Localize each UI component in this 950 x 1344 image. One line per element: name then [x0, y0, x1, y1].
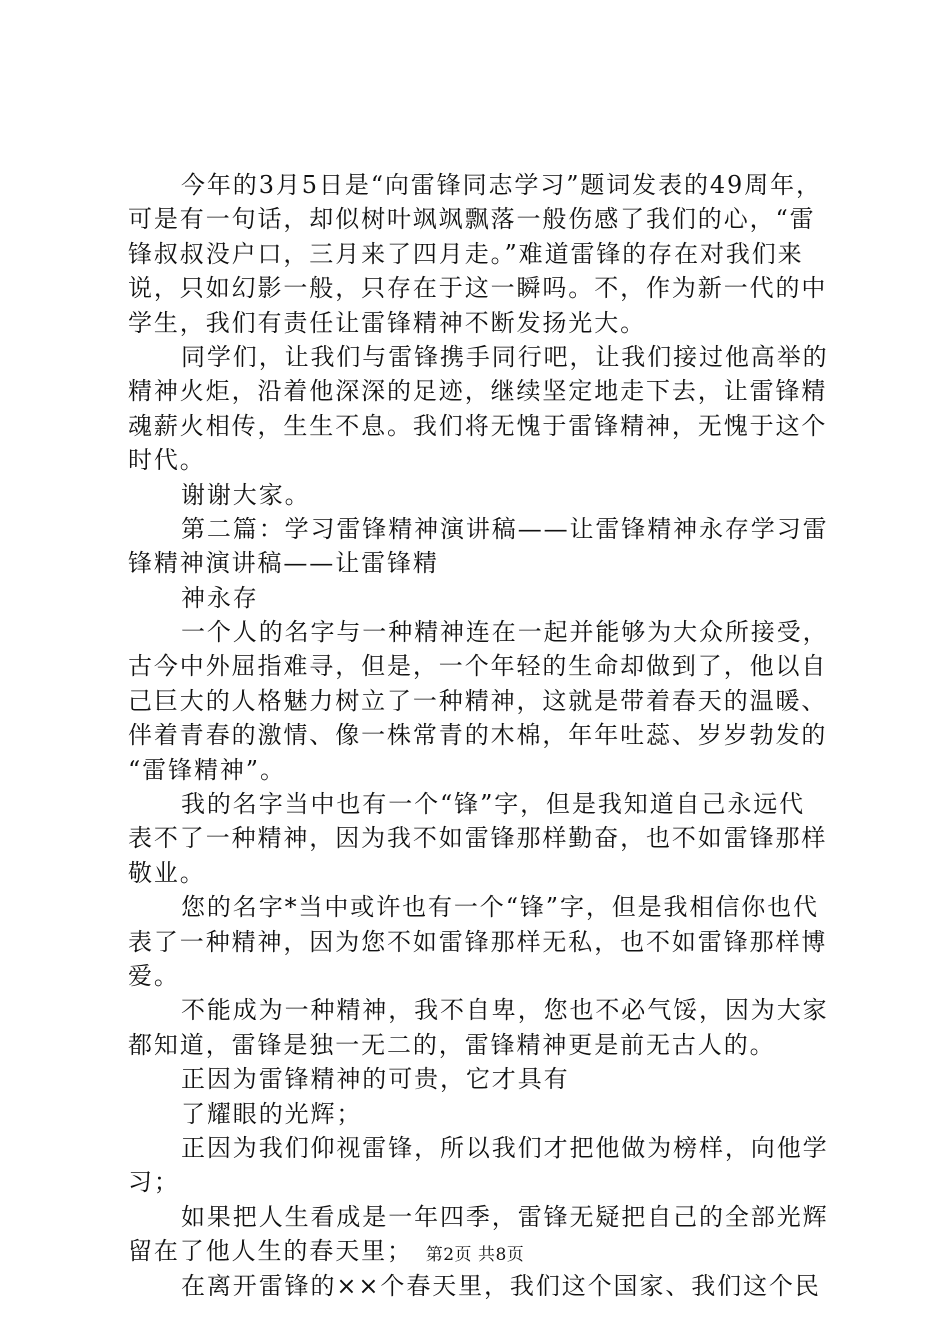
text-line: 表不了一种精神，因为我不如雷锋那样勤奋，也不如雷锋那样: [128, 824, 828, 853]
text-line: 正因为雷锋精神的可贵，它才具有: [181, 1065, 570, 1094]
text-line: 锋叔叔没户口，三月来了四月走。”难道雷锋的存在对我们来: [128, 239, 804, 268]
text-line: 了耀眼的光辉；: [181, 1099, 363, 1128]
text-line: 爱。: [128, 961, 180, 990]
text-line: 谢谢大家。: [181, 480, 311, 509]
text-line: “雷锋精神”。: [128, 755, 286, 784]
text-line: 您的名字*当中或许也有一个“锋”字，但是我相信你也代: [181, 893, 819, 922]
text-line: 说，只如幻影一般，只存在于这一瞬吗。不，作为新一代的中: [128, 274, 828, 303]
text-line: 留在了他人生的春天里；: [128, 1237, 413, 1266]
text-line: 都知道，雷锋是独一无二的，雷锋精神更是前无古人的。: [128, 1030, 776, 1059]
text-line: 表了一种精神，因为您不如雷锋那样无私，也不如雷锋那样博: [128, 927, 828, 956]
text-line: 敬业。: [128, 858, 206, 887]
text-line: 不能成为一种精神，我不自卑，您也不必气馁，因为大家: [181, 996, 829, 1025]
text-line: 如果把人生看成是一年四季，雷锋无疑把自己的全部光辉: [181, 1202, 829, 1231]
text-line: 学生，我们有责任让雷锋精神不断发扬光大。: [128, 308, 646, 337]
document-body: [128, 168, 832, 1303]
text-line: 己巨大的人格魅力树立了一种精神，这就是带着春天的温暖、: [128, 686, 828, 715]
text-line: 神永存: [181, 583, 259, 612]
text-line: 古今中外屈指难寻，但是，一个年轻的生命却做到了，他以自: [128, 652, 828, 681]
text-line: 习；: [128, 1168, 180, 1197]
text-line: 我的名字当中也有一个“锋”字，但是我知道自己永远代: [181, 790, 806, 819]
text-line: 今年的3月5日是“向雷锋同志学习”题词发表的49周年，: [181, 171, 822, 199]
text-line: 时代。: [128, 446, 206, 475]
text-line: 正因为我们仰视雷锋，所以我们才把他做为榜样，向他学: [181, 1133, 829, 1162]
page-footer: 第2页 共8页: [425, 1245, 525, 1265]
text-line: 在离开雷锋的××个春天里，我们这个国家、我们这个民: [181, 1271, 821, 1300]
text-line: 魂薪火相传，生生不息。我们将无愧于雷锋精神，无愧于这个: [128, 411, 828, 440]
text-line: 同学们，让我们与雷锋携手同行吧，让我们接过他高举的: [181, 342, 829, 371]
text-line: 精神火炬，沿着他深深的足迹，继续坚定地走下去，让雷锋精: [128, 377, 828, 406]
text-line: 伴着青春的激情、像一株常青的木棉，年年吐蕊、岁岁勃发的: [128, 721, 828, 750]
text-line: 可是有一句话，却似树叶飒飒飘落一般伤感了我们的心，“雷: [128, 205, 816, 234]
text-line: 锋精神演讲稿——让雷锋精: [128, 549, 439, 578]
text-line: 第二篇：学习雷锋精神演讲稿——让雷锋精神永存学习雷: [181, 514, 829, 543]
text-line: 一个人的名字与一种精神连在一起并能够为大众所接受，: [181, 618, 829, 647]
